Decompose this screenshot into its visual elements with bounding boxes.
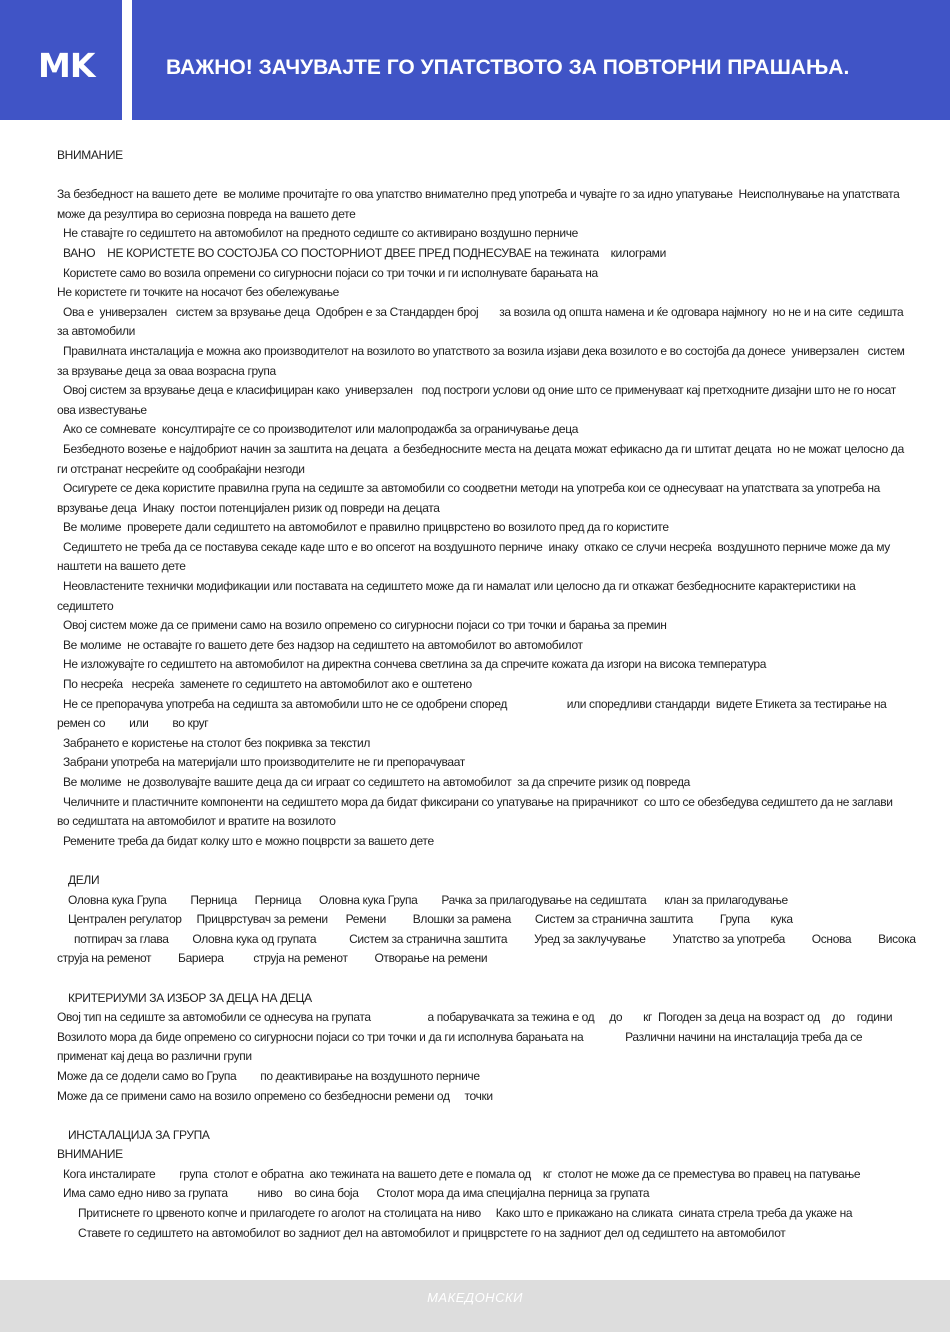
warning-line: Осигурете се дека користите правилна група на седиште за автомобили со соодветни методи на употреба кои се однесуваат на упатствата за употреба на: [63, 481, 880, 496]
warning-line: Овој систем може да се примени само на возило опремено со сигурносни појаси со три точки и барања за премин: [63, 618, 667, 633]
criteria-heading: КРИТЕРИУМИ ЗА ИЗБОР ЗА ДЕЦА НА ДЕЦА: [68, 990, 312, 1005]
parts-line: Централен регулатор Прицврстувач за ремени Ремени Влошки за рамена Систем за странична заштита Група кука: [68, 912, 793, 927]
parts-line: потпирач за глава Оловна кука од групата Систем за странична заштита Уред за заклучување Упатство за употреба Основа Висока: [74, 931, 916, 946]
warning-line: ремен со или во круг: [57, 716, 209, 731]
warning-line: Не изложувајте го седиштето на автомобилот на директна сончева светлина за да спречите кожата да изгори на висока температура: [63, 657, 767, 672]
spacer: [57, 1106, 893, 1126]
warning-line: наштети на вашето дете: [57, 559, 186, 574]
installation-line: Кога инсталирате група столот е обратна ако тежината на вашето дете е помала од кг столот не може да се преместува во правец на патување: [63, 1166, 861, 1181]
warning-line: за врзување деца за оваа возрасна група: [57, 363, 276, 378]
warning-line: Ако се сомневате консултирајте се со производителот или малопродажба за ограничување деца: [63, 422, 579, 437]
installation-line: Ставете го седиштето на автомобилот во задниот дел на автомобилот и прицврстете го на задниот дел од седиштето на автомобилот: [78, 1225, 786, 1240]
warning-line: Забрани употреба на материјали што производителите не ги препорачуваат: [63, 755, 465, 770]
warning-line: Ова е универзален систем за врзување деца Одобрен е за Стандарден број за возила од општа намена и ќе одговара најмногу но не и на сите седишта: [63, 304, 904, 319]
criteria-line: Возилото мора да биде опремено со сигурносни појаси со три точки и да ги исполнува барањата на Различни начини на инсталација треба да се: [57, 1029, 863, 1044]
warning-line: може да резултира во сериозна повреда на вашето дете: [57, 206, 356, 221]
page-title: ВАЖНО! ЗАЧУВАЈТЕ ГО УПАТСТВОТО ЗА ПОВТОРНИ ПРАШАЊА.: [166, 56, 850, 79]
page-header: [0, 0, 950, 120]
warning-line: Не се препорачува употреба на седишта за автомобили што не се одобрени според или споредливи стандарди видете Етикета за тестирање на: [63, 696, 887, 711]
warning-line: По несреќа несреќа заменете го седиштето на автомобилот ако е оштетено: [63, 677, 472, 692]
warning-line: За безбедност на вашето дете ве молиме прочитајте го ова упатство внимателно пред употреба и чувајте го за идно упатување Неисполнување на упатствата: [57, 187, 900, 202]
warning-line: Безбедното возење е најдобриот начин за заштита на децата а безбедносните места на децата можат ефикасно да ги штитат децата но не можат целосно да: [63, 441, 904, 456]
document-body: [57, 146, 916, 1243]
warning-line: ги отстранат несреќите од сообраќајни незгоди: [57, 461, 305, 476]
installation-line: Притиснете го црвеното копче и прилагодете го аголот на столицата на ниво Како што е прикажано на сликата сината стрела треба да укаже на: [78, 1206, 853, 1221]
warning-line: Ве молиме проверете дали седиштето на автомобилот е правилно прицврстено во возилото пред да го користите: [63, 520, 669, 535]
installation-line: Има само едно ниво за групата ниво во сина боја Столот мора да има специјална перница за групата: [63, 1186, 650, 1201]
criteria-line: применат кај деца во различни групи: [57, 1049, 252, 1064]
warning-line: Ве молиме не дозволувајте вашите деца да си играат со седиштето на автомобилот за да спречите ризик од повреда: [63, 775, 691, 789]
criteria-line: Овој тип на седиште за автомобили се однесува на групата а побарувачката за тежина е од до кг Погоден за деца на возраст од до години: [57, 1010, 893, 1025]
warning-heading: ВНИМАНИЕ: [57, 148, 123, 162]
spacer: [57, 166, 893, 186]
footer-language-label: МАКЕДОНСКИ: [427, 1290, 523, 1305]
installation-heading: ИНСТАЛАЦИЈА ЗА ГРУПА: [68, 1127, 210, 1142]
header-divider: [122, 0, 132, 120]
warning-line: Седиштето не треба да се поставува секаде каде што е во опсегот на воздушното перниче инаку откако се случи несреќа воздушното перниче може да му: [63, 539, 890, 554]
language-code: MK: [38, 46, 95, 85]
warning-line: Забрането е користење на столот без покривка за текстил: [63, 735, 370, 750]
warning-line: Неовластените технички модификации или поставата на седиштето може да ги намалат или целосно да ги откажат безбедносните карактеристики на: [63, 579, 856, 594]
warning-line: за автомобили: [57, 324, 135, 339]
parts-heading: ДЕЛИ: [68, 872, 100, 887]
warning-line: во седиштата на автомобилот и вратите на возилото: [57, 814, 336, 829]
warning-line: Не ставајте го седиштето на автомобилот на предното седиште со активирано воздушно перниче: [63, 226, 578, 241]
warning-line: Ремените треба да бидат колку што е можно поцврсти за вашето дете: [63, 833, 434, 848]
warning-line: врзување деца Инаку постои потенцијален ризик од повреди на децата: [57, 500, 440, 515]
parts-line: Оловна кука Група Перница Перница Оловна кука Група Рачка за прилагодување на седиштата клан за прилагодување: [68, 892, 788, 907]
language-badge: [0, 0, 122, 120]
spacer: [57, 851, 893, 871]
warning-line: Ве молиме не оставајте го вашето дете без надзор на седиштето на автомобилот во автомобилот: [63, 637, 583, 652]
warning-line: седиштето: [57, 598, 114, 613]
warning-line: Користете само во возила опремени со сигурносни појаси со три точки и ги исполнувате барањата на: [63, 265, 598, 280]
warning-line: ова известување: [57, 402, 147, 417]
page-footer: [0, 1280, 950, 1332]
warning-line: Овој систем за врзување деца е класифициран како универзален под построги услови од оние што се применуваат кај претходните дизајни што не го носат: [63, 383, 896, 398]
criteria-line: Може да се примени само на возило опремено со безбедносни ремени од точки: [57, 1088, 493, 1103]
criteria-line: Може да се додели само во Група по деактивирање на воздушното перниче: [57, 1068, 480, 1083]
warning-line: Челичните и пластичните компоненти на седиштето мора да бидат фиксирани со упатување на прирачникот со што се обезбедува седиштето да не заглави: [63, 794, 893, 809]
warning-line: ВАНО НЕ КОРИСТЕТЕ ВО СОСТОЈБА СО ПОСТОРНИОТ ДВЕЕ ПРЕД ПОДНЕСУВАЕ на тежината килограми: [63, 245, 666, 260]
warning-line: Не користете ги точките на носачот без обележување: [57, 285, 339, 300]
warning-line: Правилната инсталација е можна ако производителот на возилото во упатството за возила изјави дека возилото е во состојба да донесе универзален систем: [63, 343, 905, 358]
spacer: [57, 969, 893, 989]
installation-subheading: ВНИМАНИЕ: [57, 1147, 123, 1162]
parts-line: струја на ременот Бариера струја на ременот Отворање на ремени: [57, 951, 488, 966]
